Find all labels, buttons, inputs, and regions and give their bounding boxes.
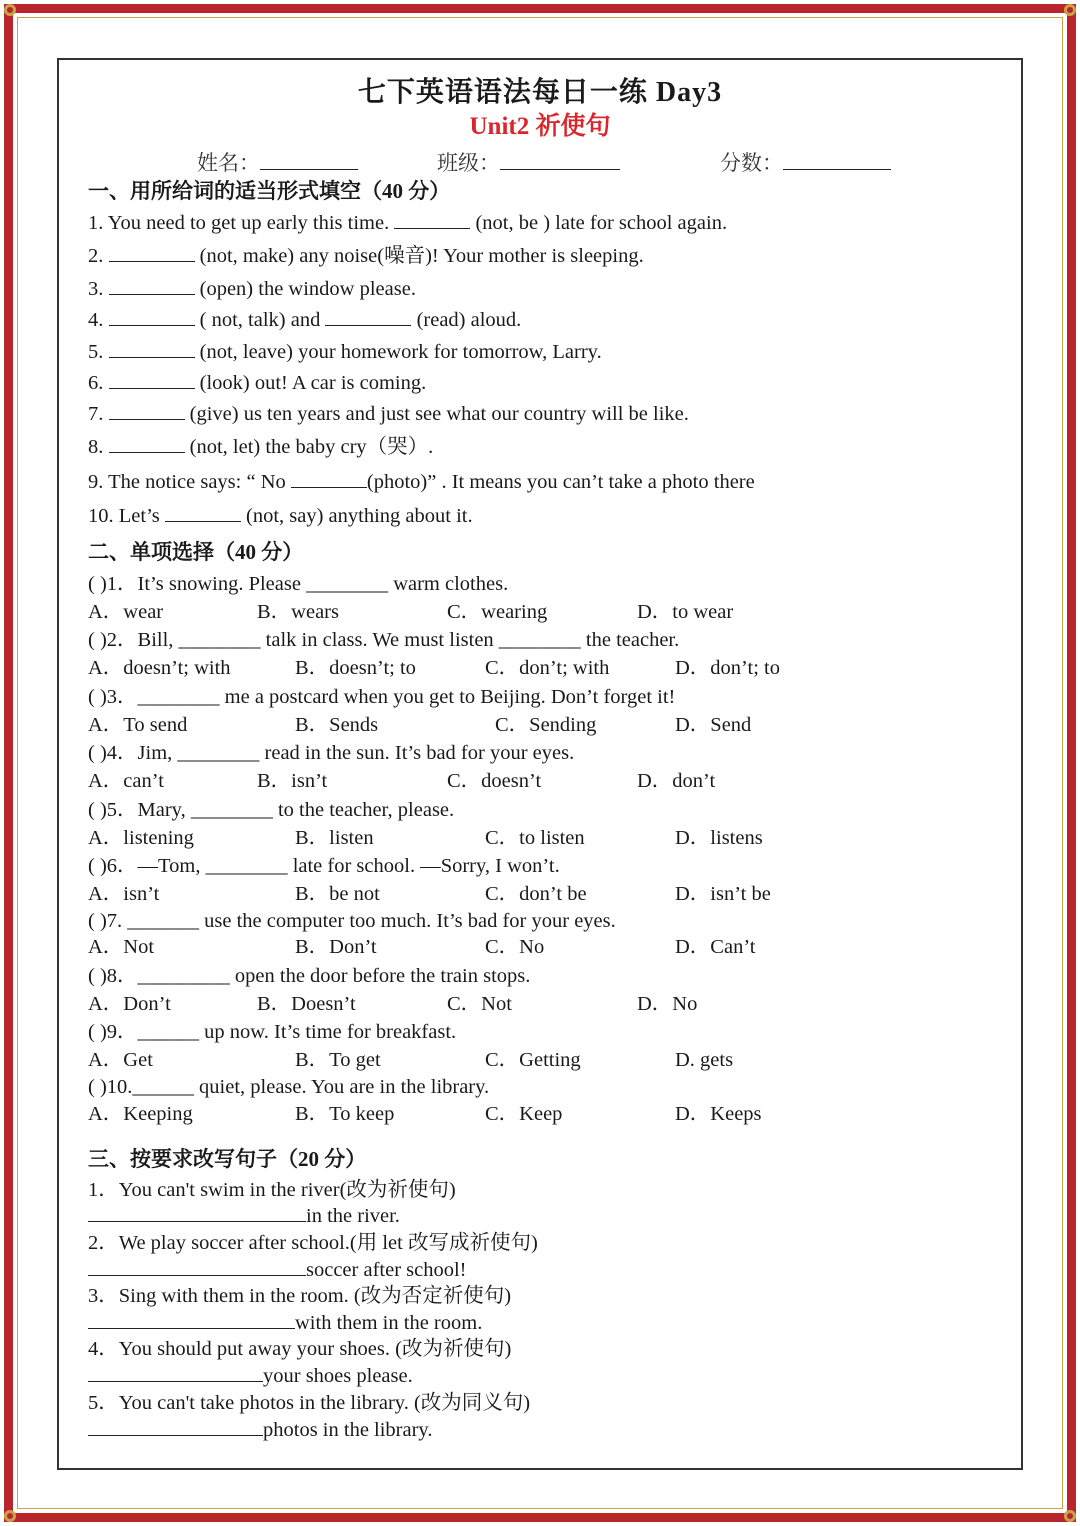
option-a[interactable]: A．isn’t — [88, 883, 160, 905]
class-label: 班级： — [437, 151, 500, 175]
option-c[interactable]: C．wearing — [447, 601, 548, 623]
rewrite-prompt: 1．You can't swim in the river(改为祈使句) — [88, 1179, 456, 1201]
answer-blank[interactable] — [394, 210, 470, 229]
answer-blank[interactable] — [88, 1310, 295, 1329]
answer-blank[interactable] — [109, 276, 195, 295]
section-heading: 一、用所给词的适当形式填空（40 分） — [88, 179, 451, 203]
item-text: 2. — [88, 245, 109, 267]
answer-blank[interactable] — [325, 307, 411, 326]
score-field — [720, 147, 891, 177]
fill-blank-item — [88, 370, 426, 396]
option-b[interactable]: B．be not — [295, 883, 380, 905]
item-text: 6. — [88, 372, 109, 394]
option-c[interactable]: C．Keep — [485, 1103, 563, 1125]
rewrite-answer-line — [88, 1417, 432, 1443]
corner-ornament-icon — [1050, 0, 1080, 30]
option-b[interactable]: B．To keep — [295, 1103, 395, 1125]
option-b[interactable]: B．isn’t — [257, 770, 328, 792]
answer-blank[interactable] — [109, 434, 185, 453]
question-stem: ( )7. _______ use the computer too much. It’s bad for your eyes. — [88, 910, 616, 932]
rewrite-answer-line — [88, 1203, 400, 1229]
page-subtitle: Unit2 祈使句 — [469, 113, 611, 140]
option-d[interactable]: D．Send — [675, 714, 752, 736]
option-a[interactable]: A．To send — [88, 714, 188, 736]
item-text: (not, be ) late for school again. — [470, 212, 728, 234]
option-b[interactable]: B．doesn’t; to — [295, 657, 416, 679]
answer-blank[interactable] — [88, 1363, 263, 1382]
fill-blank-item — [88, 307, 521, 333]
option-c[interactable]: C．doesn’t — [447, 770, 542, 792]
score-blank[interactable] — [783, 151, 891, 170]
name-field — [197, 147, 358, 177]
option-b[interactable]: B．wears — [257, 601, 339, 623]
class-field — [437, 147, 620, 177]
item-text: (not, say) anything about it. — [240, 505, 473, 527]
option-a[interactable]: A．doesn’t; with — [88, 657, 231, 679]
option-c[interactable]: C．don’t; with — [485, 657, 610, 679]
rewrite-answer-line — [88, 1257, 467, 1283]
corner-ornament-icon — [0, 1496, 30, 1526]
question-stem: ( )4．Jim, ________ read in the sun. It’s bad for your eyes. — [88, 742, 575, 764]
section-heading: 二、单项选择（40 分） — [88, 540, 304, 564]
section-heading: 三、按要求改写句子（20 分） — [88, 1147, 367, 1171]
option-d[interactable]: D．listens — [675, 827, 763, 849]
item-text: 3. — [88, 278, 109, 300]
corner-ornament-icon — [1050, 1496, 1080, 1526]
option-c[interactable]: C．No — [485, 936, 545, 958]
question-stem: ( )10.______ quiet, please. You are in the library. — [88, 1076, 490, 1098]
answer-text: your shoes please. — [263, 1365, 413, 1387]
answer-blank[interactable] — [88, 1257, 306, 1276]
answer-blank[interactable] — [88, 1417, 263, 1436]
option-d[interactable]: D．don’t — [637, 770, 716, 792]
question-stem: ( )8．_________ open the door before the train stops. — [88, 965, 531, 987]
option-d[interactable]: D．isn’t be — [675, 883, 771, 905]
option-a[interactable]: A．listening — [88, 827, 194, 849]
item-text: (not, leave) your homework for tomorrow, Larry. — [194, 341, 602, 363]
rewrite-answer-line — [88, 1310, 482, 1336]
option-b[interactable]: B．Doesn’t — [257, 993, 356, 1015]
option-a[interactable]: A．Don’t — [88, 993, 171, 1015]
option-b[interactable]: B．To get — [295, 1049, 381, 1071]
item-text: 4. — [88, 309, 109, 331]
option-c[interactable]: C．Getting — [485, 1049, 581, 1071]
question-stem: ( )2．Bill, ________ talk in class. We must listen ________ the teacher. — [88, 629, 680, 651]
option-b[interactable]: B．Sends — [295, 714, 379, 736]
answer-text: photos in the library. — [263, 1419, 433, 1441]
item-text: 1. You need to get up early this time. — [88, 212, 395, 234]
answer-text: with them in the room. — [295, 1312, 483, 1334]
fill-blank-item — [88, 401, 689, 427]
answer-blank[interactable] — [109, 307, 195, 326]
answer-blank[interactable] — [88, 1203, 306, 1222]
fill-blank-item — [88, 276, 416, 302]
item-text: (not, let) the baby cry（哭）. — [184, 436, 434, 458]
option-c[interactable]: C．Sending — [495, 714, 597, 736]
answer-text: soccer after school! — [306, 1259, 467, 1281]
fill-blank-item — [88, 434, 433, 460]
name-blank[interactable] — [260, 151, 358, 170]
option-a[interactable]: A．Not — [88, 936, 155, 958]
option-d[interactable]: D．to wear — [637, 601, 734, 623]
item-text: (photo)” . It means you can’t take a photo there — [366, 471, 755, 493]
option-d[interactable]: D．Keeps — [675, 1103, 762, 1125]
item-text: 7. — [88, 403, 109, 425]
option-b[interactable]: B．Don’t — [295, 936, 377, 958]
option-a[interactable]: A．wear — [88, 601, 164, 623]
item-text: (open) the window please. — [194, 278, 416, 300]
option-d[interactable]: D. gets — [675, 1049, 734, 1071]
item-text: (give) us ten years and just see what our country will be like. — [184, 403, 689, 425]
option-b[interactable]: B．listen — [295, 827, 374, 849]
fill-blank-item — [88, 339, 602, 365]
item-text: 9. The notice says: “ No — [88, 471, 291, 493]
question-stem: ( )9．______ up now. It’s time for breakfast. — [88, 1021, 457, 1043]
option-c[interactable]: C．to listen — [485, 827, 585, 849]
fill-blank-item — [88, 210, 727, 236]
question-stem: ( )5．Mary, ________ to the teacher, please. — [88, 799, 455, 821]
option-c[interactable]: C．Not — [447, 993, 512, 1015]
answer-blank[interactable] — [109, 339, 195, 358]
item-text: 10. Let’s — [88, 505, 165, 527]
rewrite-prompt: 4．You should put away your shoes. (改为祈使句) — [88, 1338, 512, 1360]
score-label: 分数： — [720, 151, 783, 175]
fill-blank-item — [88, 503, 473, 529]
class-blank[interactable] — [500, 151, 620, 170]
rewrite-prompt: 5．You can't take photos in the library. (改为同义句) — [88, 1392, 531, 1414]
option-c[interactable]: C．don’t be — [485, 883, 587, 905]
option-a[interactable]: A．Get — [88, 1049, 153, 1071]
item-text: (read) aloud. — [411, 309, 522, 331]
item-text: 5. — [88, 341, 109, 363]
option-d[interactable]: D．don’t; to — [675, 657, 780, 679]
option-d[interactable]: D．No — [637, 993, 698, 1015]
option-d[interactable]: D．Can’t — [675, 936, 756, 958]
fill-blank-item — [88, 469, 755, 495]
rewrite-prompt: 2．We play soccer after school.(用 let 改写成祈使句) — [88, 1232, 538, 1254]
answer-blank[interactable] — [109, 370, 195, 389]
option-a[interactable]: A．can’t — [88, 770, 164, 792]
question-stem: ( )1．It’s snowing. Please ________ warm clothes. — [88, 573, 509, 595]
answer-blank[interactable] — [165, 503, 241, 522]
answer-blank[interactable] — [109, 401, 185, 420]
answer-blank[interactable] — [291, 469, 367, 488]
item-text: (look) out! A car is coming. — [194, 372, 427, 394]
name-label: 姓名： — [197, 151, 260, 175]
item-text: ( not, talk) and — [194, 309, 326, 331]
rewrite-answer-line — [88, 1363, 413, 1389]
rewrite-prompt: 3．Sing with them in the room. (改为否定祈使句) — [88, 1285, 512, 1307]
option-a[interactable]: A．Keeping — [88, 1103, 193, 1125]
fill-blank-item — [88, 243, 644, 269]
question-stem: ( )6．—Tom, ________ late for school. —Sorry, I won’t. — [88, 855, 560, 877]
answer-text: in the river. — [306, 1205, 400, 1227]
page-title: 七下英语语法每日一练 Day3 — [357, 77, 723, 108]
item-text: 8. — [88, 436, 109, 458]
answer-blank[interactable] — [109, 243, 195, 262]
corner-ornament-icon — [0, 0, 30, 30]
item-text: (not, make) any noise(噪音)! Your mother is sleeping. — [194, 245, 644, 267]
question-stem: ( )3．________ me a postcard when you get to Beijing. Don’t forget it! — [88, 686, 676, 708]
